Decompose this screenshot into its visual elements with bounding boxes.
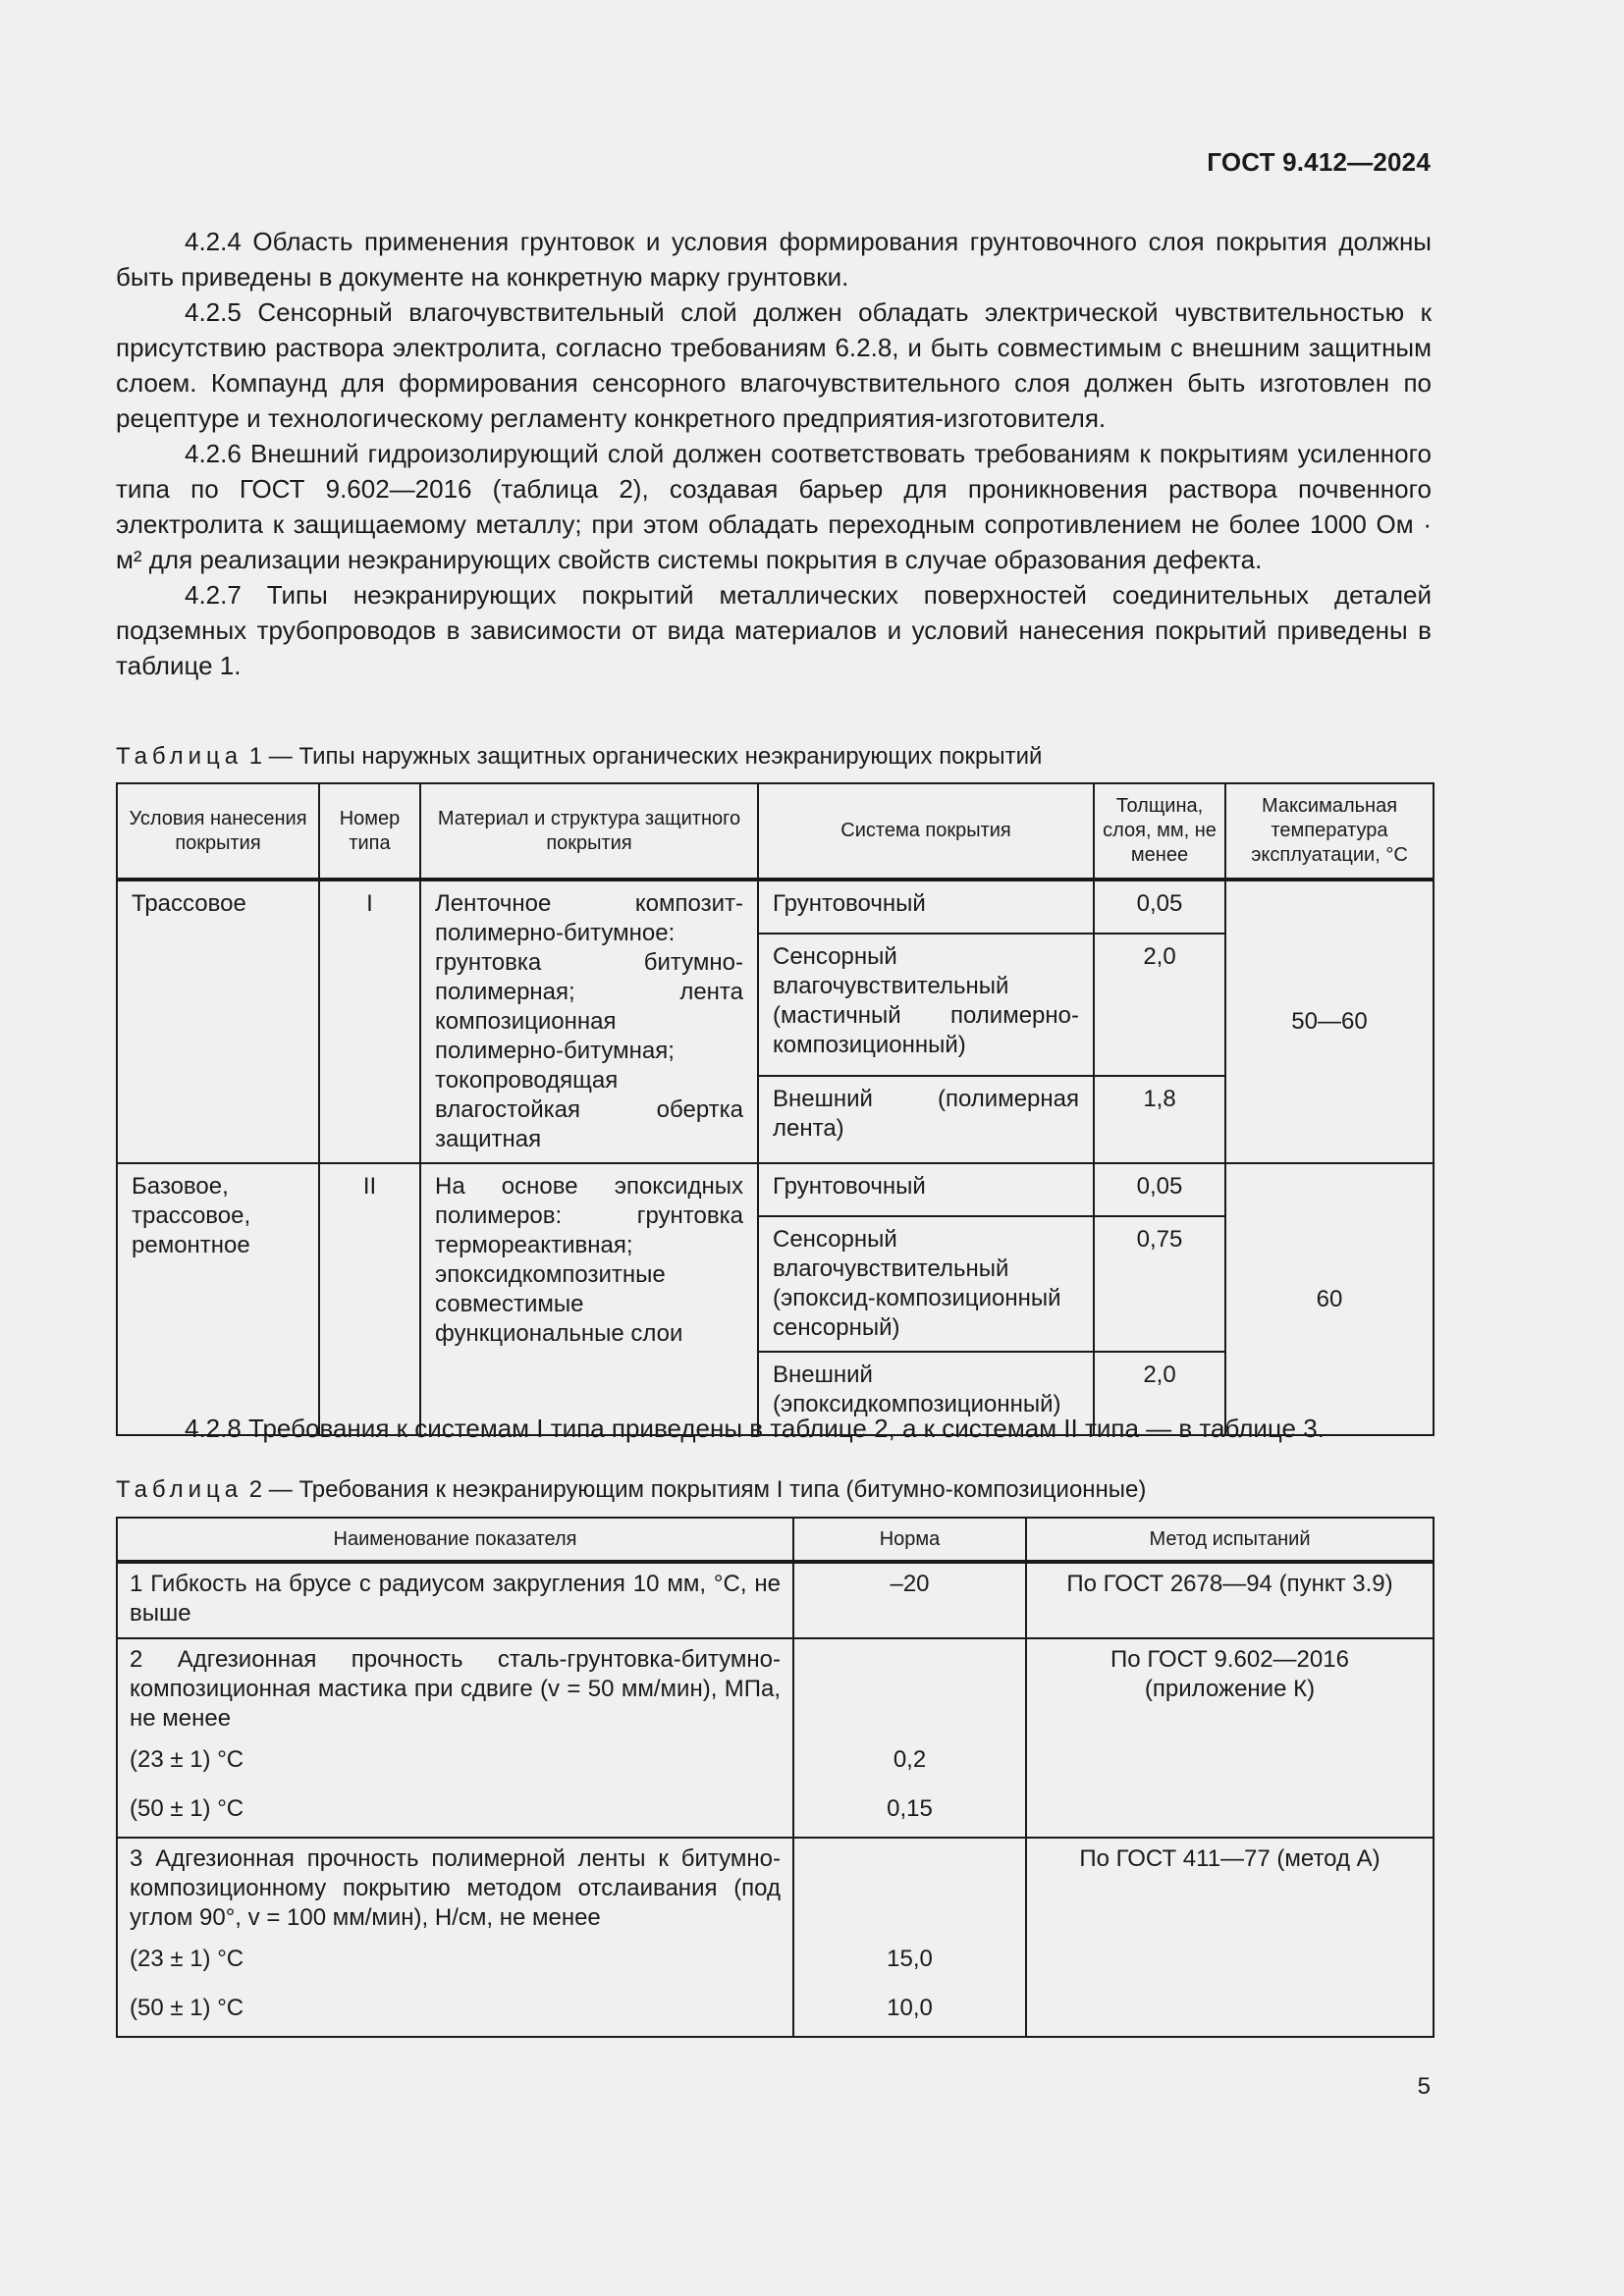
table2-name-cell: 1 Гибкость на брусе с радиусом закругления 10 мм, °С, не выше [117, 1562, 793, 1638]
table2-name-cell: 2 Адгезионная прочность сталь-грунтовка-битумно-композиционная мастика при сдвиге (v = 50 мм/мин), МПа, не менее [117, 1638, 793, 1739]
table2-norm-cell: –20 [793, 1562, 1026, 1638]
table1-header-row [117, 783, 1434, 880]
table1-caption-word: Таблица [116, 743, 244, 770]
table1-thickness-cell: 0,75 [1094, 1216, 1225, 1352]
table2-name-cell: 3 Адгезионная прочность полимерной ленты к битумно-композиционному покрытию методом отслаивания (под углом 90°, v = 100 мм/мин), Н/см, не менее [117, 1838, 793, 1939]
table-row [117, 1838, 1434, 1939]
table1-type-cell: I [319, 880, 420, 1163]
table1-system-cell: Внешний (полимерная лента) [758, 1076, 1094, 1163]
table1-material-cell: На основе эпоксидных полимеров: грунтовка термореактивная; эпоксидкомпозитные совместимые функциональные слои [420, 1163, 758, 1435]
table1-thickness-cell: 0,05 [1094, 1163, 1225, 1216]
table2-sub-condition-cell: (23 ± 1) °С [117, 1739, 793, 1789]
table-row [117, 1163, 1434, 1216]
table-row [117, 1562, 1434, 1638]
table2-header-norm: Норма [793, 1518, 1026, 1562]
table2-norm-cell [793, 1638, 1026, 1739]
table1-system-cell: Грунтовочный [758, 1163, 1094, 1216]
table1-header-condition: Условия нанесения покрытия [117, 783, 319, 880]
table1-thickness-cell: 2,0 [1094, 934, 1225, 1076]
page-number: 5 [1417, 2073, 1431, 2100]
table1-system-cell: Сенсорный влагочувствительный (мастичный полимерно-композиционный) [758, 934, 1094, 1076]
table2-sub-condition-cell: (50 ± 1) °С [117, 1789, 793, 1838]
table1-caption [116, 742, 1042, 772]
paragraph-4-2-7: 4.2.7 Типы неэкранирующих покрытий металлических поверхностей соединительных деталей подземных трубопроводов в зависимости от вида материалов и условий нанесения покрытий приведены в таблице 1. [116, 580, 1432, 680]
body-text [116, 224, 1432, 683]
body-text-2 [116, 1411, 1432, 1446]
table2-header-name: Наименование показателя [117, 1518, 793, 1562]
table2-norm-cell: 10,0 [793, 1988, 1026, 2037]
paragraph-4-2-4: 4.2.4 Область применения грунтовок и условия формирования грунтовочного слоя покрытия должны быть приведены в документе на конкретную марку грунтовки. [116, 227, 1432, 292]
table-row [117, 880, 1434, 934]
table2-caption-title: 2 — Требования к неэкранирующим покрытиям I типа (битумно-композиционные) [243, 1476, 1147, 1503]
paragraph-4-2-6: 4.2.6 Внешний гидроизолирующий слой должен соответствовать требованиям к покрытиям усиленного типа по ГОСТ 9.602—2016 (таблица 2), создавая барьер для проникновения раствора почвенного электролита к защищаемому металлу; при этом обладать переходным сопротивлением не более 1000 Ом · м² для реализации неэкранирующих свойств системы покрытия в случае образования дефекта. [116, 439, 1432, 574]
table2-caption [116, 1475, 1146, 1505]
table1-header-max-temp: Максимальная температура эксплуатации, °С [1225, 783, 1434, 880]
paragraph-4-2-8: 4.2.8 Требования к системам I типа приведены в таблице 2, а к системам II типа — в таблице 3. [185, 1414, 1325, 1443]
table1-header-type: Номер типа [319, 783, 420, 880]
table1-header-material: Материал и структура защитного покрытия [420, 783, 758, 880]
table2-header-method: Метод испытаний [1026, 1518, 1434, 1562]
table1-condition-cell: Базовое, трассовое, ремонтное [117, 1163, 319, 1435]
table1-header-system: Система покрытия [758, 783, 1094, 880]
table1-caption-title: 1 — Типы наружных защитных органических неэкранирующих покрытий [243, 743, 1043, 770]
table2-norm-cell: 0,2 [793, 1739, 1026, 1789]
table1-thickness-cell: 0,05 [1094, 880, 1225, 934]
table1-system-cell: Грунтовочный [758, 880, 1094, 934]
table-coating-types [116, 782, 1435, 1436]
table1-system-cell: Сенсорный влагочувствительный (эпоксид-композиционный сенсорный) [758, 1216, 1094, 1352]
table2-norm-cell [793, 1838, 1026, 1939]
document-code: ГОСТ 9.412—2024 [1207, 147, 1431, 177]
table1-max-temp-cell: 50—60 [1225, 880, 1434, 1163]
table1-max-temp-cell: 60 [1225, 1163, 1434, 1435]
table1-system-cell: Внешний (эпоксидкомпозиционный) [758, 1352, 1094, 1435]
table1-header-thickness: Толщина, слоя, мм, не менее [1094, 783, 1225, 880]
table1-thickness-cell: 1,8 [1094, 1076, 1225, 1163]
table1-material-cell: Ленточное композит-полимерно-битумное: грунтовка битумно-полимерная; лента композиционная полимерно-битумная; токопроводящая влагостойкая обертка защитная [420, 880, 758, 1163]
paragraph-4-2-5: 4.2.5 Сенсорный влагочувствительный слой должен обладать электрической чувствительностью к присутствию раствора электролита, согласно требованиям 6.2.8, и быть совместимым с внешним защитным слоем. Компаунд для формирования сенсорного влагочувствительного слоя должен быть изготовлен по рецептуре и технологическому регламенту конкретного предприятия-изготовителя. [116, 297, 1432, 433]
table1-type-cell: II [319, 1163, 420, 1435]
table2-method-cell: По ГОСТ 9.602—2016 (приложение К) [1026, 1638, 1434, 1838]
table1-thickness-cell: 2,0 [1094, 1352, 1225, 1435]
table2-method-cell: По ГОСТ 2678—94 (пункт 3.9) [1026, 1562, 1434, 1638]
table2-method-cell: По ГОСТ 411—77 (метод А) [1026, 1838, 1434, 2037]
table2-sub-condition-cell: (23 ± 1) °С [117, 1939, 793, 1988]
table2-norm-cell: 15,0 [793, 1939, 1026, 1988]
table2-sub-condition-cell: (50 ± 1) °С [117, 1988, 793, 2037]
table-row [117, 1638, 1434, 1739]
table1-condition-cell: Трассовое [117, 880, 319, 1163]
table2-header-row [117, 1518, 1434, 1562]
table2-caption-word: Таблица [116, 1476, 244, 1503]
table-requirements-type-i [116, 1517, 1435, 2038]
table2-norm-cell: 0,15 [793, 1789, 1026, 1838]
